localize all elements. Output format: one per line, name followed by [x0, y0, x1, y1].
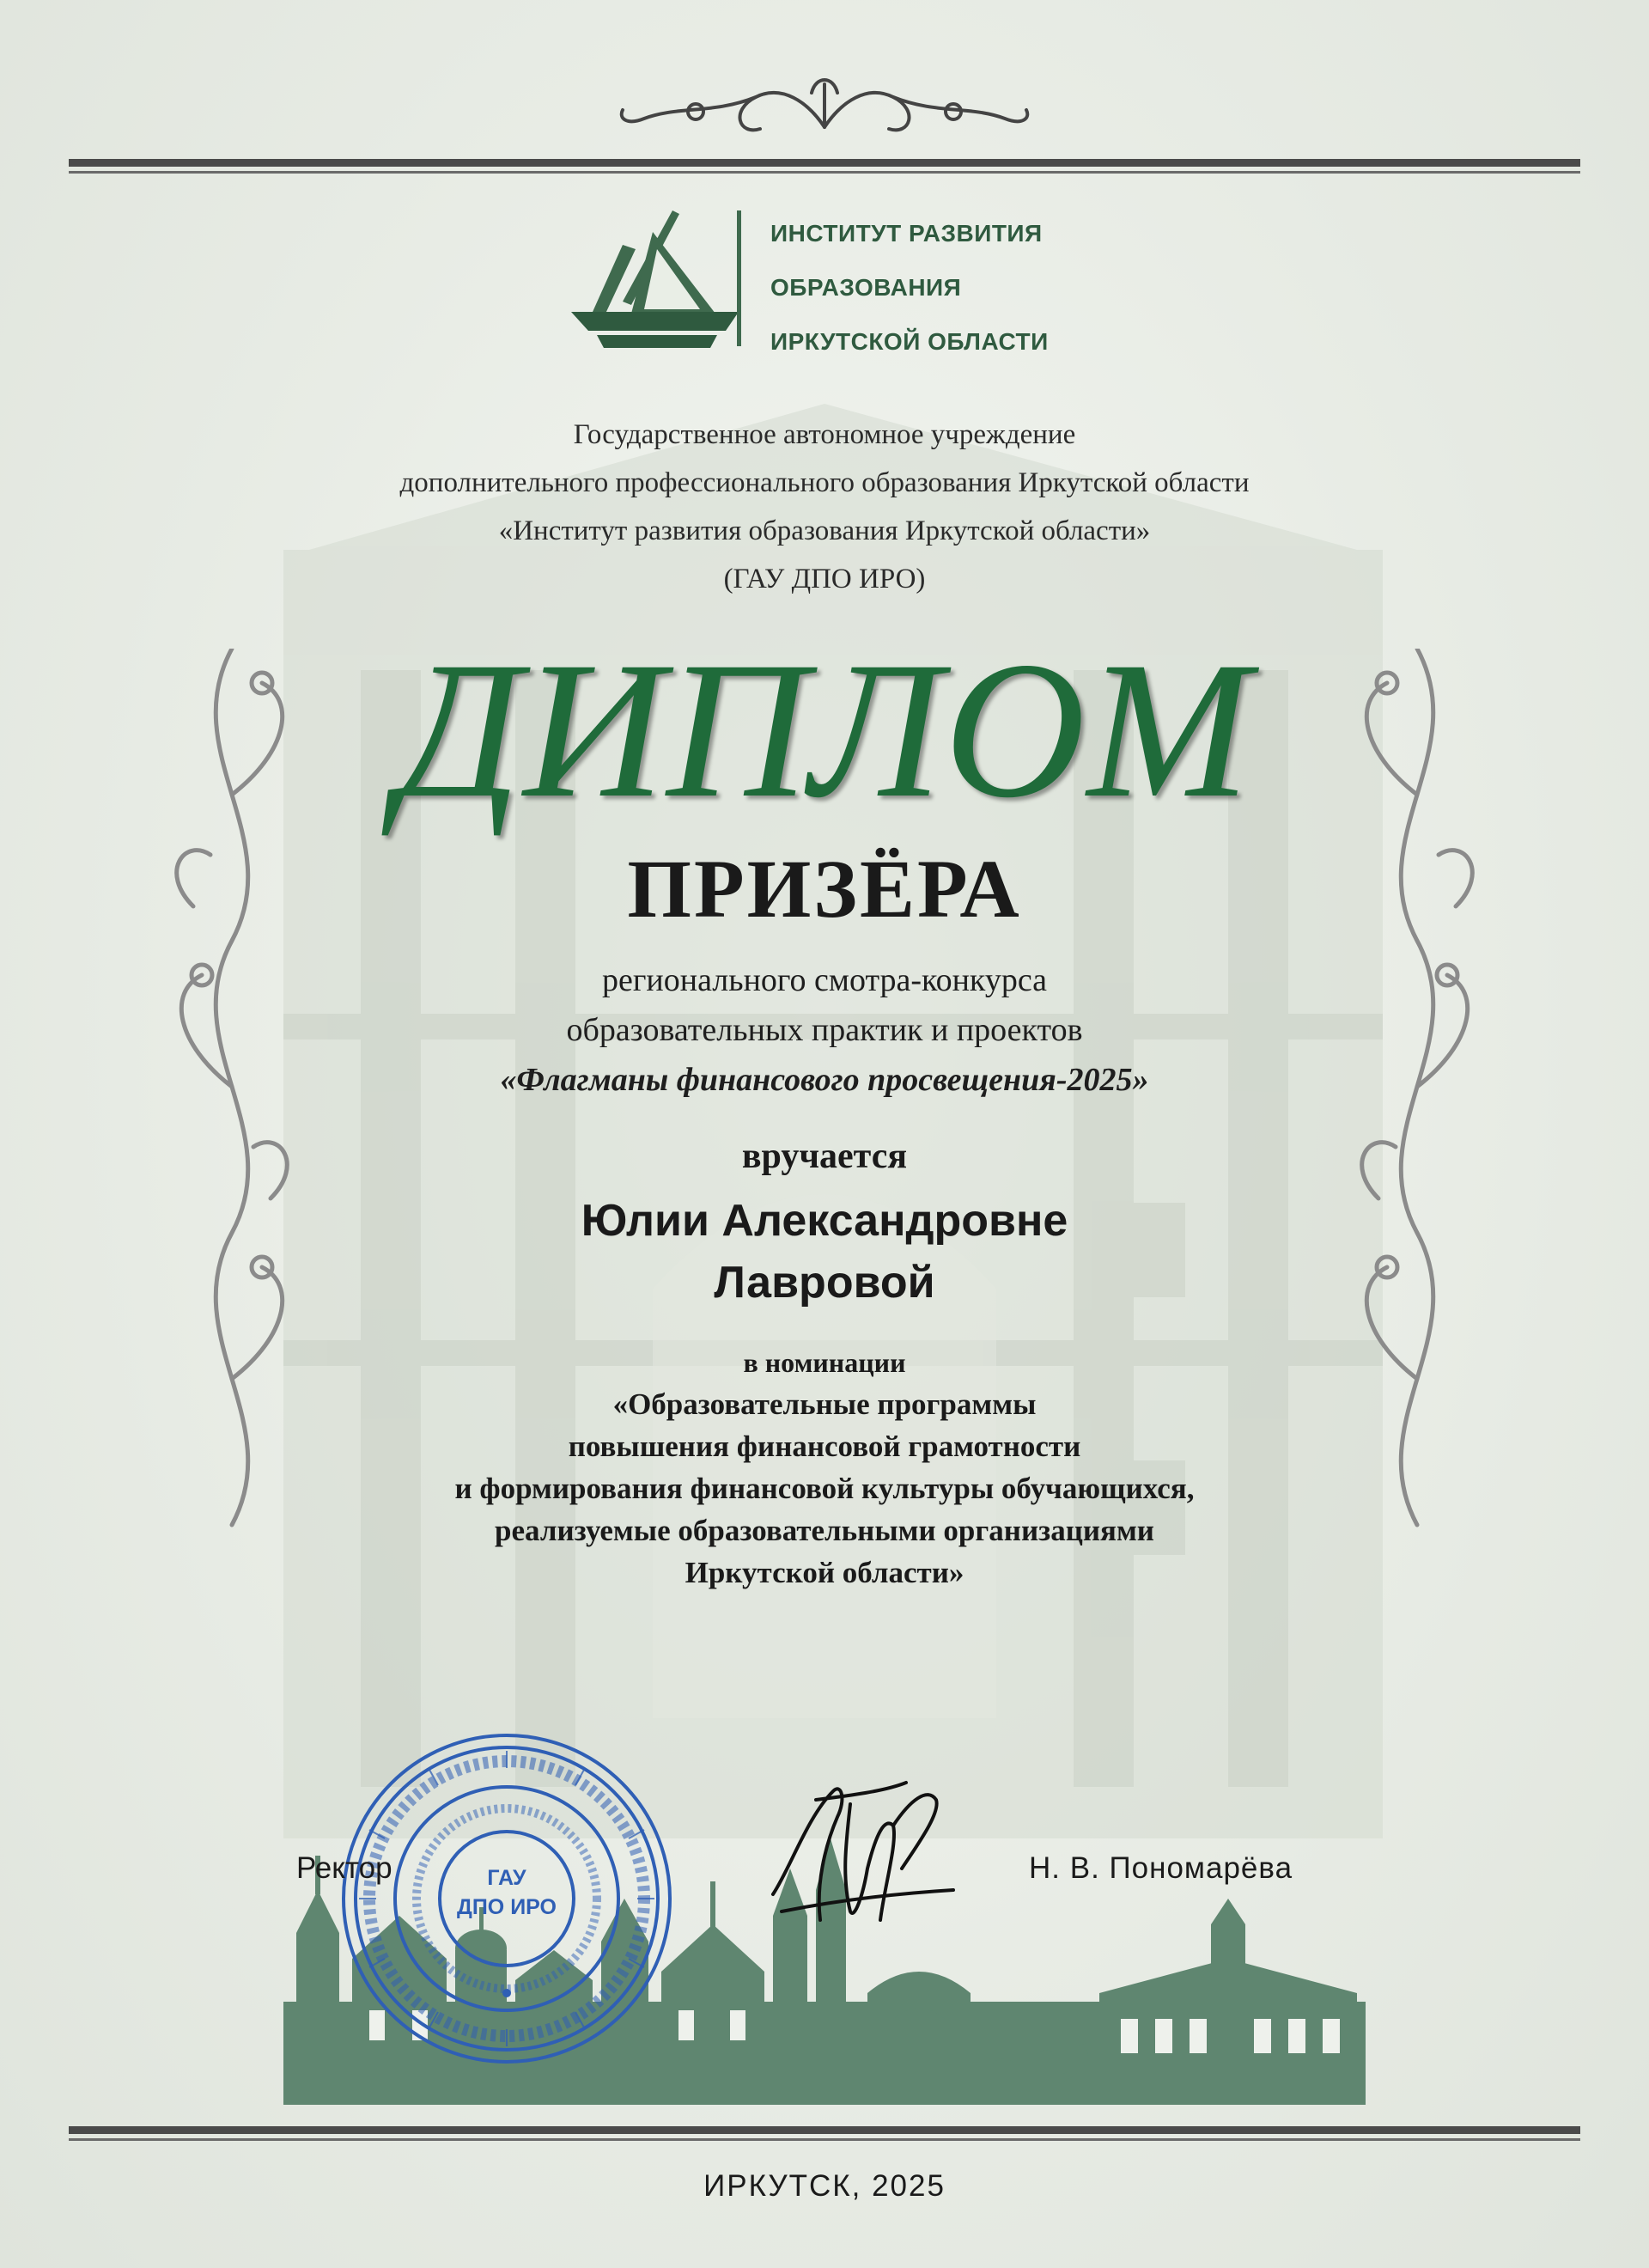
organization-block	[0, 411, 1649, 603]
organization-line-2: дополнительного профессионального образования Иркутской области	[399, 467, 1250, 498]
logo-text	[770, 206, 1114, 369]
logo-line-1: ИНСТИТУТ РАЗВИТИЯ	[770, 220, 1043, 247]
organization-line-1: Государственное автономное учреждение	[573, 419, 1076, 450]
recipient-line-1: Юлии Александровне	[581, 1196, 1068, 1246]
contest-line-2: образовательных практик и проектов	[566, 1012, 1083, 1048]
top-rule	[69, 159, 1580, 174]
contest-name: «Флагманы финансового просвещения-2025»	[500, 1062, 1149, 1098]
signatory-role: Ректор	[296, 1851, 392, 1885]
nomination-block	[0, 1383, 1649, 1594]
seal-abbr-line-1: ГАУ	[487, 1866, 526, 1890]
contest-block	[0, 955, 1649, 1105]
nomination-line-3: и формирования финансовой культуры обучающихся,	[454, 1472, 1195, 1505]
awarded-label: вручается	[741, 1137, 908, 1176]
nomination-label: в номинации	[743, 1347, 906, 1378]
nomination-line-2: повышения финансовой грамотности	[568, 1430, 1081, 1463]
nomination-line-5: Иркутской области»	[685, 1556, 964, 1589]
diploma-subtitle: ПРИЗЁРА	[627, 843, 1022, 935]
recipient-line-2: Лавровой	[714, 1258, 935, 1308]
seal-abbreviation	[335, 1727, 678, 2070]
diploma-title: ДИПЛОМ	[397, 622, 1252, 838]
organization-line-3: «Институт развития образования Иркутской области»	[498, 515, 1151, 546]
nomination-line-1: «Образовательные программы	[612, 1387, 1037, 1421]
contest-line-1: регионального смотра-конкурса	[601, 962, 1048, 998]
city-year: ИРКУТСК, 2025	[703, 2169, 946, 2203]
top-ornament-icon	[610, 67, 1039, 144]
signatory-name: Н. В. Пономарёва	[1029, 1851, 1293, 1885]
handwritten-signature	[756, 1765, 971, 1937]
recipient-name	[0, 1190, 1649, 1314]
organization-line-4: (ГАУ ДПО ИРО)	[723, 564, 926, 594]
bottom-rule	[69, 2126, 1580, 2141]
logo-divider	[737, 210, 741, 346]
ship-logo-icon	[571, 210, 739, 348]
logo-line-3: ИРКУТСКОЙ ОБЛАСТИ	[770, 328, 1049, 355]
nomination-line-4: реализуемые образовательными организациями	[495, 1514, 1154, 1547]
logo-line-2: ОБРАЗОВАНИЯ	[770, 274, 962, 301]
seal-abbr-line-2: ДПО ИРО	[457, 1895, 557, 1919]
